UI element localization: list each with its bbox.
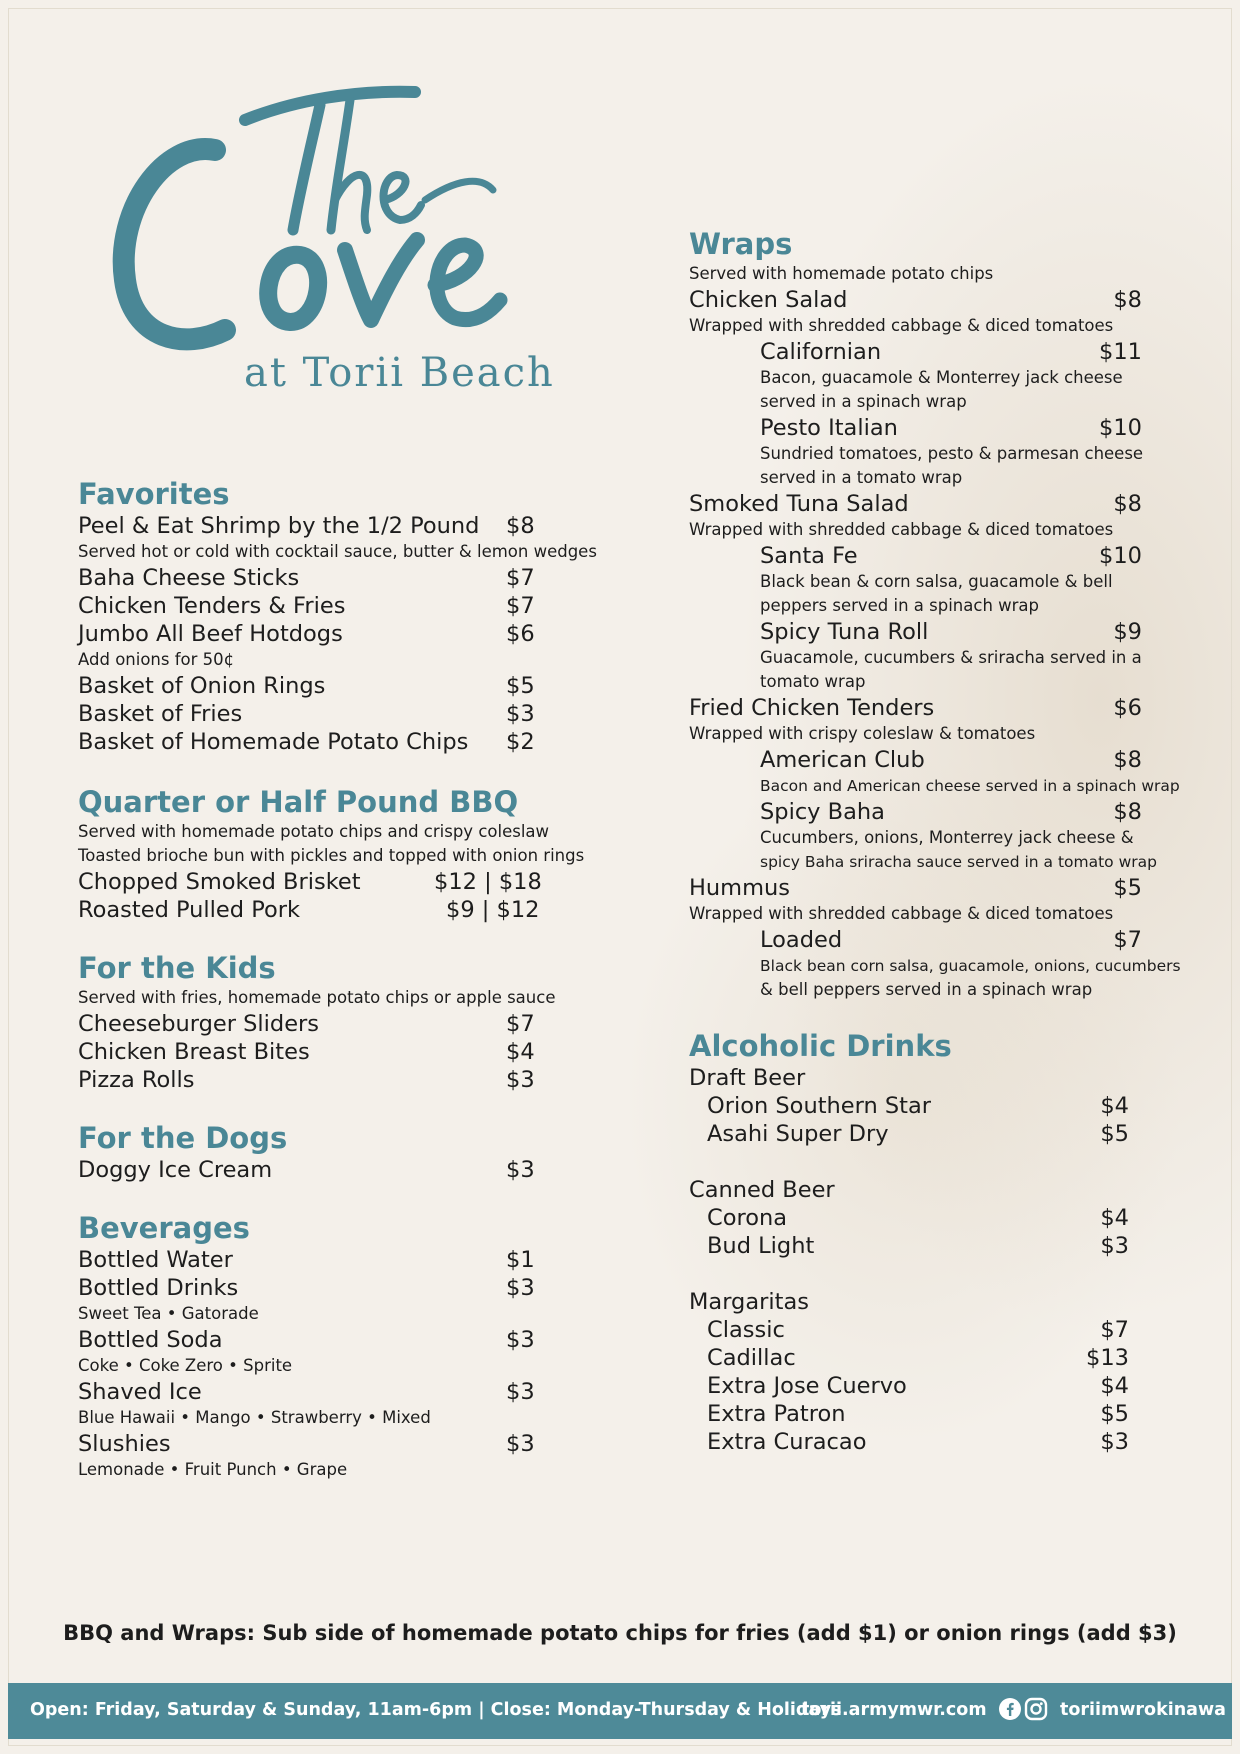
item-price: $8: [506, 513, 535, 539]
item-price: $5: [1100, 1121, 1129, 1147]
item-name: Santa Fe: [760, 543, 858, 569]
item-price: $6: [506, 621, 535, 647]
menu-item: [78, 592, 558, 620]
item-price: $9 | $12: [446, 897, 540, 923]
item-name: Spicy Tuna Roll: [760, 619, 929, 645]
item-name: Classic: [707, 1317, 785, 1343]
menu-item: [78, 564, 558, 592]
item-name: Shaved Ice: [78, 1379, 202, 1405]
item-name: Basket of Onion Rings: [78, 673, 326, 699]
wrap-item: [689, 746, 1159, 774]
opening-hours: Open: Friday, Saturday & Sunday, 11am-6pm | Close: Monday-Thursday & Holidays: [30, 1700, 842, 1720]
item-note: spicy Baha sriracha sauce served in a tomato wrap: [760, 853, 1157, 871]
drink-item: [689, 1344, 1159, 1372]
item-price: $3: [506, 1067, 535, 1093]
item-note: Bacon and American cheese served in a spinach wrap: [760, 777, 1180, 795]
item-note: Add onions for 50¢: [78, 650, 235, 669]
item-price: $2: [506, 729, 535, 755]
item-price: $7: [506, 593, 535, 619]
drink-item: [689, 1092, 1159, 1120]
item-name: Californian: [760, 339, 882, 365]
drink-item: [689, 1120, 1159, 1148]
item-name: Jumbo All Beef Hotdogs: [78, 621, 343, 647]
section-note: Served with fries, homemade potato chips or apple sauce: [78, 988, 556, 1007]
menu-item: [78, 868, 558, 896]
item-note: Wrapped with shredded cabbage & diced tomatoes: [689, 520, 1114, 539]
item-price: $4: [506, 1039, 535, 1065]
item-name: Loaded: [760, 927, 843, 953]
instagram-icon[interactable]: [1024, 1697, 1048, 1721]
item-name: Fried Chicken Tenders: [689, 695, 935, 721]
item-price: $4: [1100, 1093, 1129, 1119]
right-column: [689, 226, 1181, 1456]
item-price: $3: [506, 1379, 535, 1405]
item-note: Cucumbers, onions, Monterrey jack cheese &: [760, 828, 1134, 847]
item-price: $3: [506, 1157, 535, 1183]
item-name: Baha Cheese Sticks: [78, 565, 300, 591]
menu-item: [78, 1246, 558, 1274]
item-price: $9: [1113, 619, 1142, 645]
item-price: $13: [1086, 1345, 1129, 1371]
item-name: Basket of Fries: [78, 701, 243, 727]
section-title-beverages: Beverages: [78, 1211, 250, 1245]
drink-item: [689, 1232, 1159, 1260]
drink-item: [689, 1428, 1159, 1456]
item-note: Sweet Tea • Gatorade: [78, 1304, 259, 1323]
item-note: Wrapped with crispy coleslaw & tomatoes: [689, 724, 1036, 743]
section-title-dogs: For the Dogs: [78, 1121, 288, 1155]
drink-item: [689, 1400, 1159, 1428]
wrap-item: [689, 542, 1159, 570]
item-name: Bottled Soda: [78, 1327, 223, 1353]
wrap-group: [689, 286, 1159, 314]
item-price: $8: [1113, 799, 1142, 825]
social-handle[interactable]: toriimwrokinawa: [1060, 1700, 1226, 1720]
item-name: Cadillac: [707, 1345, 796, 1371]
wrap-item: [689, 414, 1159, 442]
item-note: tomato wrap: [760, 672, 866, 691]
section-title-kids: For the Kids: [78, 951, 276, 985]
menu-item: [78, 1066, 558, 1094]
footnote: BBQ and Wraps: Sub side of homemade potato chips for fries (add $1) or onion rings (add $3): [63, 1621, 1177, 1645]
item-name: Chopped Smoked Brisket: [78, 869, 361, 895]
item-name: Extra Curacao: [707, 1429, 867, 1455]
wrap-group: [689, 490, 1159, 518]
menu-item: [78, 1010, 558, 1038]
drink-item: [689, 1372, 1159, 1400]
item-price: $3: [1100, 1429, 1129, 1455]
item-note: peppers served in a spinach wrap: [760, 596, 1040, 615]
wrap-item: [689, 926, 1159, 954]
item-price: $8: [1113, 491, 1142, 517]
item-price: $5: [1100, 1401, 1129, 1427]
item-note: served in a spinach wrap: [760, 392, 967, 411]
menu-item: [78, 1430, 558, 1458]
item-price: $7: [506, 1011, 535, 1037]
item-name: Spicy Baha: [760, 799, 885, 825]
item-name: Slushies: [78, 1431, 171, 1457]
item-price: $1: [506, 1247, 535, 1273]
item-name: Cheeseburger Sliders: [78, 1011, 320, 1037]
item-price: $7: [1100, 1317, 1129, 1343]
menu-item: [78, 700, 558, 728]
item-note: Lemonade • Fruit Punch • Grape: [78, 1460, 348, 1479]
item-note: Black bean & corn salsa, guacamole & bell: [760, 572, 1113, 591]
left-column: [78, 476, 597, 1482]
item-note: & bell peppers served in a spinach wrap: [760, 980, 1093, 999]
item-price: $3: [506, 1275, 535, 1301]
menu-item: [78, 1038, 558, 1066]
item-name: Roasted Pulled Pork: [78, 897, 301, 923]
item-name: Doggy Ice Cream: [78, 1157, 273, 1183]
menu-item: [78, 620, 558, 648]
facebook-icon[interactable]: [998, 1697, 1022, 1721]
wrap-item: [689, 338, 1159, 366]
footer-bar: [8, 1683, 1232, 1739]
item-price: $8: [1113, 747, 1142, 773]
menu-item: [78, 1326, 558, 1354]
item-name: Peel & Eat Shrimp by the 1/2 Pound: [78, 513, 480, 539]
logo-the-cove: [95, 80, 565, 380]
item-name: Chicken Salad: [689, 287, 848, 313]
item-name: American Club: [760, 747, 925, 773]
section-title-alcoholic-drinks: Alcoholic Drinks: [689, 1029, 952, 1063]
website-link[interactable]: torii.armymwr.com: [801, 1700, 987, 1720]
item-name: Asahi Super Dry: [707, 1121, 889, 1147]
section-title-favorites: Favorites: [78, 477, 230, 511]
menu-item: [78, 512, 558, 540]
item-price: $6: [1113, 695, 1142, 721]
section-note: Toasted brioche bun with pickles and topped with onion rings: [78, 846, 585, 865]
item-price: $7: [1113, 927, 1142, 953]
item-price: $3: [506, 1431, 535, 1457]
section-note: Served with homemade potato chips and crispy coleslaw: [78, 822, 550, 841]
item-price: $11: [1099, 339, 1142, 365]
item-name: Pesto Italian: [760, 415, 898, 441]
logo-subtitle: at Torii Beach: [244, 350, 555, 396]
item-name: Bottled Water: [78, 1247, 233, 1273]
item-price: $7: [506, 565, 535, 591]
item-note: Bacon, guacamole & Monterrey jack cheese: [760, 368, 1123, 387]
wrap-item: [689, 618, 1159, 646]
item-note: Blue Hawaii • Mango • Strawberry • Mixed: [78, 1408, 431, 1427]
item-price: $3: [506, 701, 535, 727]
item-price: $4: [1100, 1373, 1129, 1399]
item-name: Chicken Breast Bites: [78, 1039, 310, 1065]
item-price: $10: [1099, 415, 1142, 441]
item-name: Chicken Tenders & Fries: [78, 593, 346, 619]
drink-item: [689, 1316, 1159, 1344]
section-title-wraps: Wraps: [689, 227, 793, 261]
item-name: Extra Jose Cuervo: [707, 1373, 907, 1399]
menu-item: [78, 896, 558, 924]
item-price: $5: [1113, 875, 1142, 901]
drink-group-title: Draft Beer: [689, 1065, 806, 1091]
item-name: Smoked Tuna Salad: [689, 491, 909, 517]
wrap-item: [689, 798, 1159, 826]
item-note: Black bean corn salsa, guacamole, onions, cucumbers: [760, 957, 1181, 975]
wrap-group: [689, 874, 1159, 902]
section-note: Served with homemade potato chips: [689, 264, 994, 283]
item-price: $3: [506, 1327, 535, 1353]
item-name: Extra Patron: [707, 1401, 846, 1427]
drink-group-title: Margaritas: [689, 1289, 809, 1315]
item-price: $8: [1113, 287, 1142, 313]
item-price: $10: [1099, 543, 1142, 569]
item-name: Bottled Drinks: [78, 1275, 239, 1301]
item-note: Coke • Coke Zero • Sprite: [78, 1356, 293, 1375]
item-name: Basket of Homemade Potato Chips: [78, 729, 469, 755]
item-note: Sundried tomatoes, pesto & parmesan cheese: [760, 444, 1144, 463]
item-price: $4: [1100, 1205, 1129, 1231]
item-name: Orion Southern Star: [707, 1093, 932, 1119]
item-note: served in a tomato wrap: [760, 468, 963, 487]
drink-group-title: Canned Beer: [689, 1177, 835, 1203]
item-note: Wrapped with shredded cabbage & diced tomatoes: [689, 316, 1114, 335]
item-name: Corona: [707, 1205, 788, 1231]
menu-item: [78, 728, 558, 756]
section-title-bbq: Quarter or Half Pound BBQ: [78, 785, 519, 819]
drink-item: [689, 1204, 1159, 1232]
item-note: Guacamole, cucumbers & sriracha served in a: [760, 648, 1142, 667]
item-name: Pizza Rolls: [78, 1067, 195, 1093]
item-price: $5: [506, 673, 535, 699]
item-note: Wrapped with shredded cabbage & diced tomatoes: [689, 904, 1114, 923]
menu-item: [78, 672, 558, 700]
menu-item: [78, 1274, 558, 1302]
item-name: Bud Light: [707, 1233, 815, 1259]
menu-item: [78, 1378, 558, 1406]
item-price: $3: [1100, 1233, 1129, 1259]
wrap-group: [689, 694, 1159, 722]
item-price: $12 | $18: [434, 869, 542, 895]
item-name: Hummus: [689, 875, 790, 901]
menu-item: [78, 1156, 558, 1184]
item-note: Served hot or cold with cocktail sauce, butter & lemon wedges: [78, 542, 597, 561]
